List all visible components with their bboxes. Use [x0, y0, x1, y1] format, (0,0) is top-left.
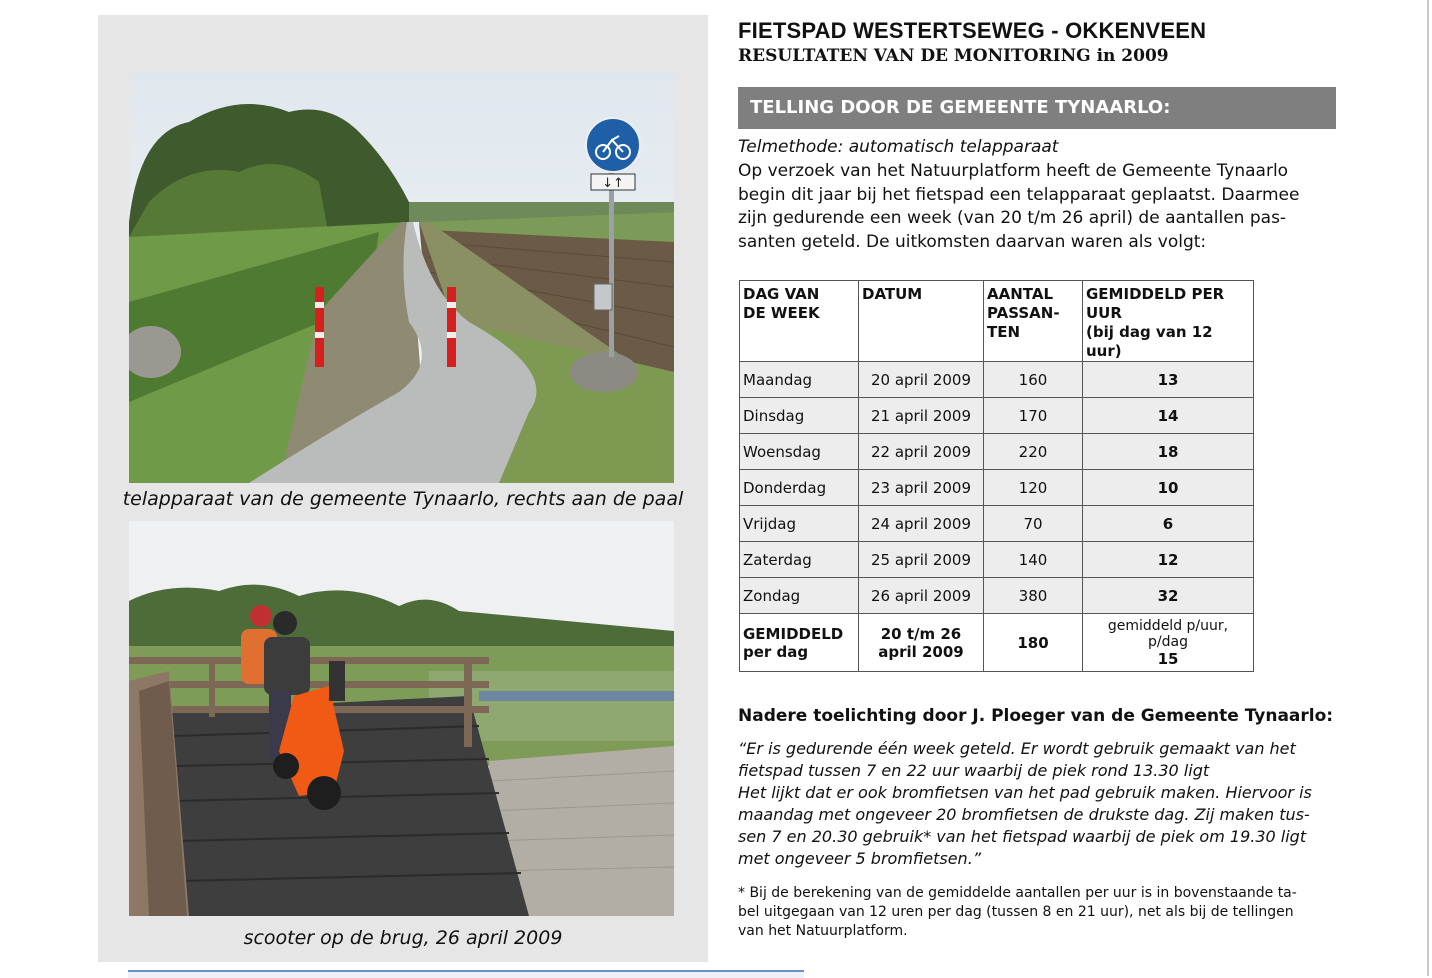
photo-cycle-path: [129, 72, 674, 483]
cell-date: 26 april 2009: [859, 578, 984, 614]
page-title: FIETSPAD WESTERTSEWEG - OKKENVEEN: [738, 18, 1207, 43]
quote-line: Het lijkt dat er ook bromfietsen van het pad gebruik maken. Hiervoor is: [738, 783, 1312, 802]
footnote-line: bel uitgegaan van 12 uren per dag (tussen 8 en 21 uur), net als bij de tellingen: [738, 904, 1294, 920]
explanation-quote: [738, 738, 1328, 870]
cell-count: 120: [984, 470, 1083, 506]
header-day: DAG VAN DE WEEK: [740, 281, 859, 362]
header-avg: GEMIDDELD PER UUR (bij dag van 12 uur): [1083, 281, 1254, 362]
cell-avg-date: 20 t/m 26 april 2009: [859, 614, 984, 672]
quote-line: maandag met ongeveer 20 bromfietsen de drukste dag. Zij maken tus-: [738, 805, 1310, 824]
cell-count: 70: [984, 506, 1083, 542]
cell-day: Zaterdag: [740, 542, 859, 578]
intro-line: santen geteld. De uitkomsten daarvan waren als volgt:: [738, 231, 1207, 252]
cell-date: 21 april 2009: [859, 398, 984, 434]
cell-avg-per-hour: gemiddeld p/uur, p/dag 15: [1083, 614, 1254, 672]
page-edge: [1427, 0, 1429, 976]
cell-date: 22 april 2009: [859, 434, 984, 470]
section-header: [738, 87, 1336, 129]
footnote-line: * Bij de berekening van de gemiddelde aantallen per uur is in bovenstaande ta-: [738, 885, 1297, 901]
table-row: [740, 362, 1254, 398]
cell-date: 23 april 2009: [859, 470, 984, 506]
cell-day: Donderdag: [740, 470, 859, 506]
intro-paragraph: [738, 160, 1328, 254]
cell-day: Vrijdag: [740, 506, 859, 542]
footnote-line: van het Natuurplatform.: [738, 923, 908, 939]
cell-day: Dinsdag: [740, 398, 859, 434]
scrollbar[interactable]: [128, 970, 804, 978]
cell-avg-count: 180: [984, 614, 1083, 672]
explanation-title: Nadere toelichting door J. Ploeger van de Gemeente Tynaarlo:: [738, 706, 1334, 726]
method-line: Telmethode: automatisch telapparaat: [738, 137, 1059, 157]
count-table: [739, 280, 1254, 672]
table-header-row: [740, 281, 1254, 362]
section-header-label: TELLING DOOR DE GEMEENTE TYNAARLO:: [750, 97, 1171, 118]
cell-date: 20 april 2009: [859, 362, 984, 398]
table-average-row: [740, 614, 1254, 672]
cell-count: 220: [984, 434, 1083, 470]
table-row: [740, 506, 1254, 542]
cell-per-hour: 32: [1083, 578, 1254, 614]
photo-scooter-bridge: [129, 521, 674, 916]
page-subtitle: RESULTATEN VAN DE MONITORING in 2009: [738, 46, 1169, 66]
intro-line: Op verzoek van het Natuurplatform heeft de Gemeente Tynaarlo: [738, 161, 1289, 181]
cell-per-hour: 18: [1083, 434, 1254, 470]
cell-avg-label: GEMIDDELD per dag: [740, 614, 859, 672]
cell-count: 380: [984, 578, 1083, 614]
photo1-caption: telapparaat van de gemeente Tynaarlo, rechts aan de paal: [122, 488, 684, 510]
table-row: [740, 578, 1254, 614]
table-row: [740, 470, 1254, 506]
quote-line: met ongeveer 5 bromfietsen.”: [738, 849, 982, 868]
cell-per-hour: 13: [1083, 362, 1254, 398]
cell-count: 160: [984, 362, 1083, 398]
intro-line: zijn gedurende een week (van 20 t/m 26 april) de aantallen pas-: [738, 208, 1287, 228]
quote-line: sen 7 en 20.30 gebruik* van het fietspad waarbij de piek om 19.30 ligt: [738, 827, 1307, 846]
table-row: [740, 434, 1254, 470]
cell-date: 25 april 2009: [859, 542, 984, 578]
cell-per-hour: 6: [1083, 506, 1254, 542]
cell-per-hour: 12: [1083, 542, 1254, 578]
cell-count: 140: [984, 542, 1083, 578]
header-count: AANTAL PASSAN- TEN: [984, 281, 1083, 362]
intro-line: begin dit jaar bij het fietspad een telapparaat geplaatst. Daarmee: [738, 184, 1300, 205]
quote-line: fietspad tussen 7 en 22 uur waarbij de piek rond 13.30 ligt: [738, 761, 1210, 780]
quote-line: “Er is gedurende één week geteld. Er wordt gebruik gemaakt van het: [738, 739, 1296, 758]
cell-day: Zondag: [740, 578, 859, 614]
cell-day: Woensdag: [740, 434, 859, 470]
table-row: [740, 542, 1254, 578]
cell-per-hour: 14: [1083, 398, 1254, 434]
cell-day: Maandag: [740, 362, 859, 398]
table-row: [740, 398, 1254, 434]
photo2-caption: scooter op de brug, 26 april 2009: [243, 927, 563, 949]
cell-per-hour: 10: [1083, 470, 1254, 506]
cell-date: 24 april 2009: [859, 506, 984, 542]
cell-count: 170: [984, 398, 1083, 434]
header-date: DATUM: [859, 281, 984, 362]
svg-text:↓↑: ↓↑: [602, 176, 624, 191]
footnote: [738, 884, 1328, 941]
